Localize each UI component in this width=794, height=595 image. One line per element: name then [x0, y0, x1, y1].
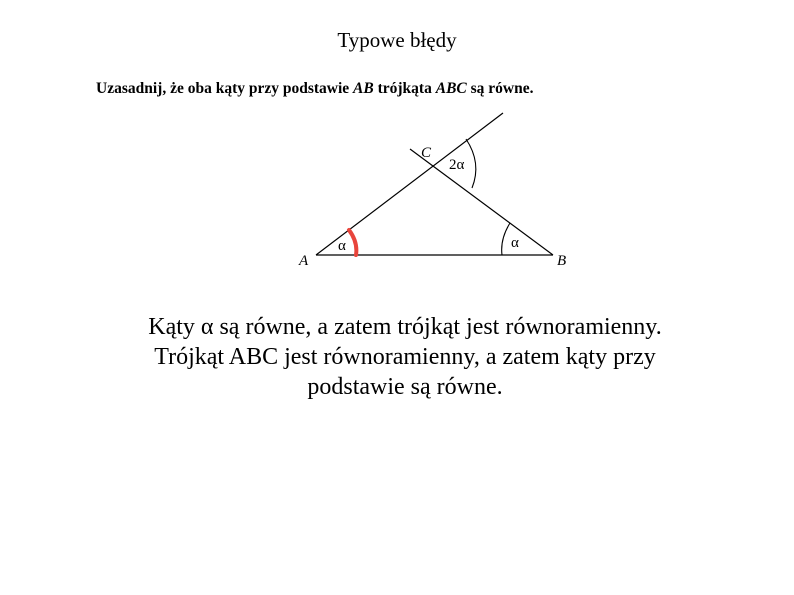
- slide-title: Typowe błędy: [337, 28, 457, 52]
- flawed-argument: [100, 312, 710, 402]
- triangle-abc: ABC: [435, 80, 467, 97]
- angle-arc-exterior-c: [466, 139, 476, 188]
- vertex-label-b: B: [557, 253, 567, 269]
- segment-ab: AB: [353, 80, 374, 97]
- angle-label-b: α: [511, 235, 519, 251]
- angle-arc-b: [502, 223, 510, 255]
- angle-label-exterior: 2α: [449, 157, 465, 173]
- problem-text-3: są równe.: [466, 80, 534, 97]
- side-ac-extended: [316, 113, 503, 255]
- argument-line-1: Kąty α są równe, a zatem trójkąt jest równoramienny.: [148, 314, 662, 340]
- argument-line-3: podstawie są równe.: [307, 374, 503, 400]
- problem-text-2: trójkąta: [373, 80, 436, 97]
- problem-text-1: Uzasadnij, że oba kąty przy podstawie: [96, 80, 354, 97]
- side-bc-extended: [410, 149, 553, 255]
- angle-label-a: α: [338, 238, 346, 254]
- angle-arc-a: [349, 230, 356, 255]
- argument-line-2: Trójkąt ABC jest równoramienny, a zatem kąty przy: [154, 344, 656, 370]
- vertex-label-a: A: [299, 253, 309, 269]
- vertex-label-c: C: [421, 145, 432, 161]
